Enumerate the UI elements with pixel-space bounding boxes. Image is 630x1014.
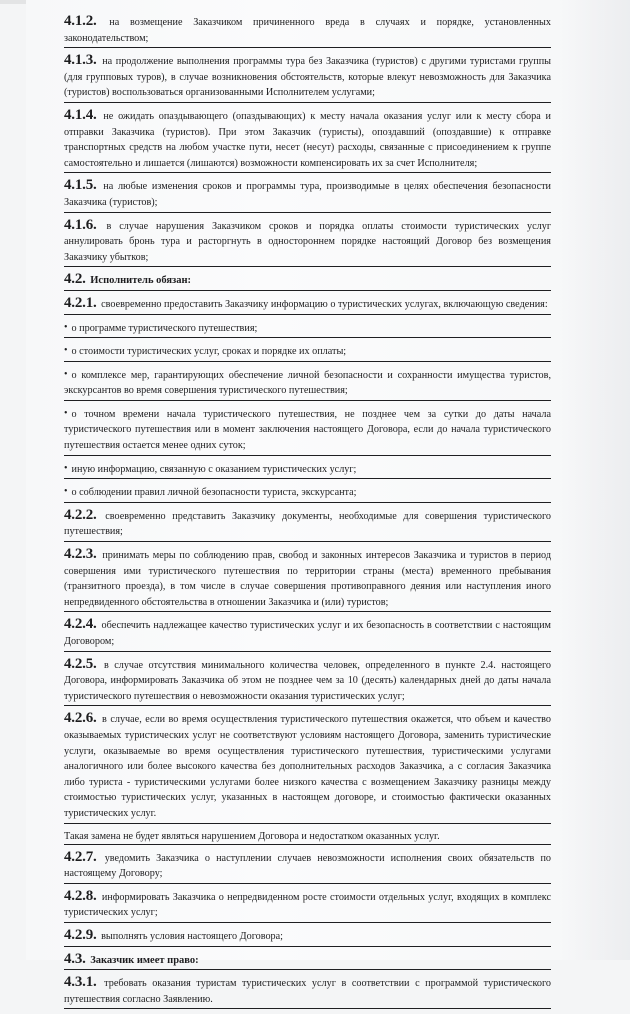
bullet-item — [64, 320, 551, 339]
clause-4-1-4 — [64, 108, 551, 173]
clause-text: информировать Заказчика о непредвиденном росте стоимости отдельных услуг, входящих в комплекс туристических услуг; — [64, 891, 551, 919]
section-title: Заказчик имеет право: — [90, 954, 199, 966]
clause-text: своевременно представить Заказчику документы, необходимые для совершения туристического путешествия; — [64, 510, 551, 538]
bullet-item — [64, 484, 551, 503]
clause-text: принимать меры по соблюдению прав, свобод и законных интересов Заказчика и туристов в период совершения ими туристического путешествия по территории страны (места) временного пребывания (транзитного проезда), в том числе в случае совершения противоправного деяния или наступления иного непредвиденного обстоятельства в отношении Заказчика и (или) туристов; — [64, 550, 552, 608]
section-heading-4-3 — [64, 952, 551, 971]
bullet-text: иную информацию, связанную с оказанием туристических услуг; — [71, 463, 357, 475]
clause-4-1-5 — [64, 178, 551, 212]
clause-number: 4.2.1. — [64, 294, 97, 311]
clause-4-2-3 — [64, 547, 551, 612]
clause-4-2-6-note: Такая замена не будет являться нарушением Договора и недостатком оказанных услуг. — [64, 829, 551, 845]
clause-4-2-5 — [64, 657, 551, 707]
clause-number: 4.2.5. — [64, 655, 97, 672]
clause-4-1-3 — [64, 53, 551, 103]
clause-text: на возмещение Заказчиком причиненного вреда в случаях и порядке, установленных законодательством; — [64, 17, 551, 44]
bullet-icon: • — [64, 407, 68, 419]
clause-4-2-6 — [64, 711, 551, 823]
clause-4-2-4 — [64, 617, 551, 651]
clause-4-1-6 — [64, 218, 551, 268]
clause-text: уведомить Заказчика о наступлении случаев невозможности исполнения своих обязательств по настоящему Договору; — [64, 852, 551, 880]
bullet-text: о точном времени начала туристического путешествия, не позднее чем за сутки до даты начала туристического путешествия или в момент заключения настоящего Договора, если до начала туристического путешествия остается менее одних суток; — [64, 408, 551, 452]
clause-4-2-7 — [64, 850, 551, 884]
clause-4-2-1 — [64, 296, 551, 315]
bullet-icon: • — [64, 345, 68, 357]
clause-text: на любые изменения сроков и программы тура, производимые в целях обеспечения безопасности Заказчика (туристов); — [64, 181, 552, 208]
bullet-item — [64, 406, 551, 456]
clause-number: 4.2.8. — [64, 887, 97, 904]
section-number: 4.3. — [64, 950, 86, 967]
clause-text: выполнять условия настоящего Договора; — [101, 930, 284, 942]
clause-number: 4.2.7. — [64, 848, 97, 865]
clause-text: в случае отсутствия минимального количества человек, определенного в пункте 2.4. настоящего Договора, информировать Заказчика об этом не позднее чем за 10 (десять) календарных дней до даты начала туристического путешествия о невозможности оказания туристических услуг; — [64, 659, 551, 702]
clause-text: в случае, если во время осуществления туристического путешествия окажется, что объем и качество оказываемых туристических услуг не соответствуют условиям настоящего Договора, заменить туристические услуги, оказываемые во время осуществления туристического путешествия, туристическими услугами аналогичного или более высокого качества без дополнительных расходов Заказчика, а с согласия Заказчика либо туриста - туристическими услугами более низкого качества с возмещением Заказчику разницы между стоимостью туристических услуг, указанных в настоящем договоре, и стоимостью фактически оказанных туристических услуг. — [64, 714, 551, 819]
bullet-icon: • — [64, 462, 68, 474]
bullet-icon: • — [64, 321, 68, 333]
clause-number: 4.1.4. — [64, 106, 97, 123]
clause-number: 4.2.3. — [64, 546, 97, 563]
bullet-icon: • — [64, 486, 68, 498]
clause-text: обеспечить надлежащее качество туристических услуг и их безопасность в соответствии с настоящим Договором; — [64, 620, 551, 647]
clause-4-3-1 — [64, 975, 551, 1009]
bullet-item — [64, 461, 551, 480]
bullet-text: о комплексе мер, гарантирующих обеспечение личной безопасности и сохранности имущества туристов, экскурсантов во время совершения туристического путешествия; — [64, 369, 551, 397]
clause-number: 4.1.5. — [64, 177, 97, 194]
contract-section-4 — [64, 14, 551, 1014]
clause-text: на продолжение выполнения программы тура без Заказчика (туристов) с другими туристами группы (для групповых туров), в случае возникновения обстоятельств, которые влекут невозможность для Заказчика (туристов) воспользоваться организованными Исполнителем услугами; — [64, 56, 552, 99]
clause-text: не ожидать опаздывающего (опаздывающих) к месту начала оказания услуг или к месту сбора и отправки Заказчика (туристов). При этом Заказчик (туристы), опоздавший (опоздавшие) к отправке транспортных средств на любом участке пути, несет (несут) расходы, связанные с присоединением к группе самостоятельно и лишается (лишаются) возможности компенсировать их за счет Исполнителя; — [64, 110, 551, 169]
clause-number: 4.1.2. — [64, 13, 97, 29]
clause-number: 4.2.6. — [64, 710, 97, 727]
section-number: 4.2. — [64, 271, 86, 288]
bullet-text: о программе туристического путешествия; — [71, 322, 258, 334]
clause-4-2-8 — [64, 889, 551, 923]
clause-text: своевременно предоставить Заказчику информацию о туристических услугах, включающую сведения: — [101, 298, 548, 310]
clause-4-2-2 — [64, 508, 551, 542]
section-heading-4-2 — [64, 272, 551, 291]
section-title: Исполнитель обязан: — [90, 275, 192, 287]
clause-4-2-9 — [64, 928, 551, 947]
scan-shadow — [560, 0, 630, 960]
clause-number: 4.1.3. — [64, 52, 97, 69]
clause-number: 4.3.1. — [64, 974, 97, 991]
clause-number: 4.1.6. — [64, 216, 97, 233]
clause-4-1-2 — [64, 14, 551, 48]
clause-text: в случае нарушения Заказчиком сроков и порядка оплаты стоимости туристических услуг аннулировать бронь тура и расторгнуть в одностороннем порядке настоящий Договор без возмещения Заказчику убытков; — [64, 220, 552, 263]
bullet-text: о стоимости туристических услуг, сроках и порядке их оплаты; — [71, 346, 347, 358]
bullet-item — [64, 367, 551, 401]
clause-text: требовать оказания туристам туристических услуг в соответствии с программой туристического путешествия согласно Заявлению. — [64, 978, 551, 1005]
bullet-text: о соблюдении правил личной безопасности туриста, экскурсанта; — [71, 487, 357, 499]
clause-number: 4.2.2. — [64, 506, 97, 523]
bullet-item — [64, 343, 551, 362]
clause-number: 4.2.9. — [64, 926, 97, 943]
bullet-icon: • — [64, 368, 68, 380]
clause-number: 4.2.4. — [64, 616, 97, 633]
